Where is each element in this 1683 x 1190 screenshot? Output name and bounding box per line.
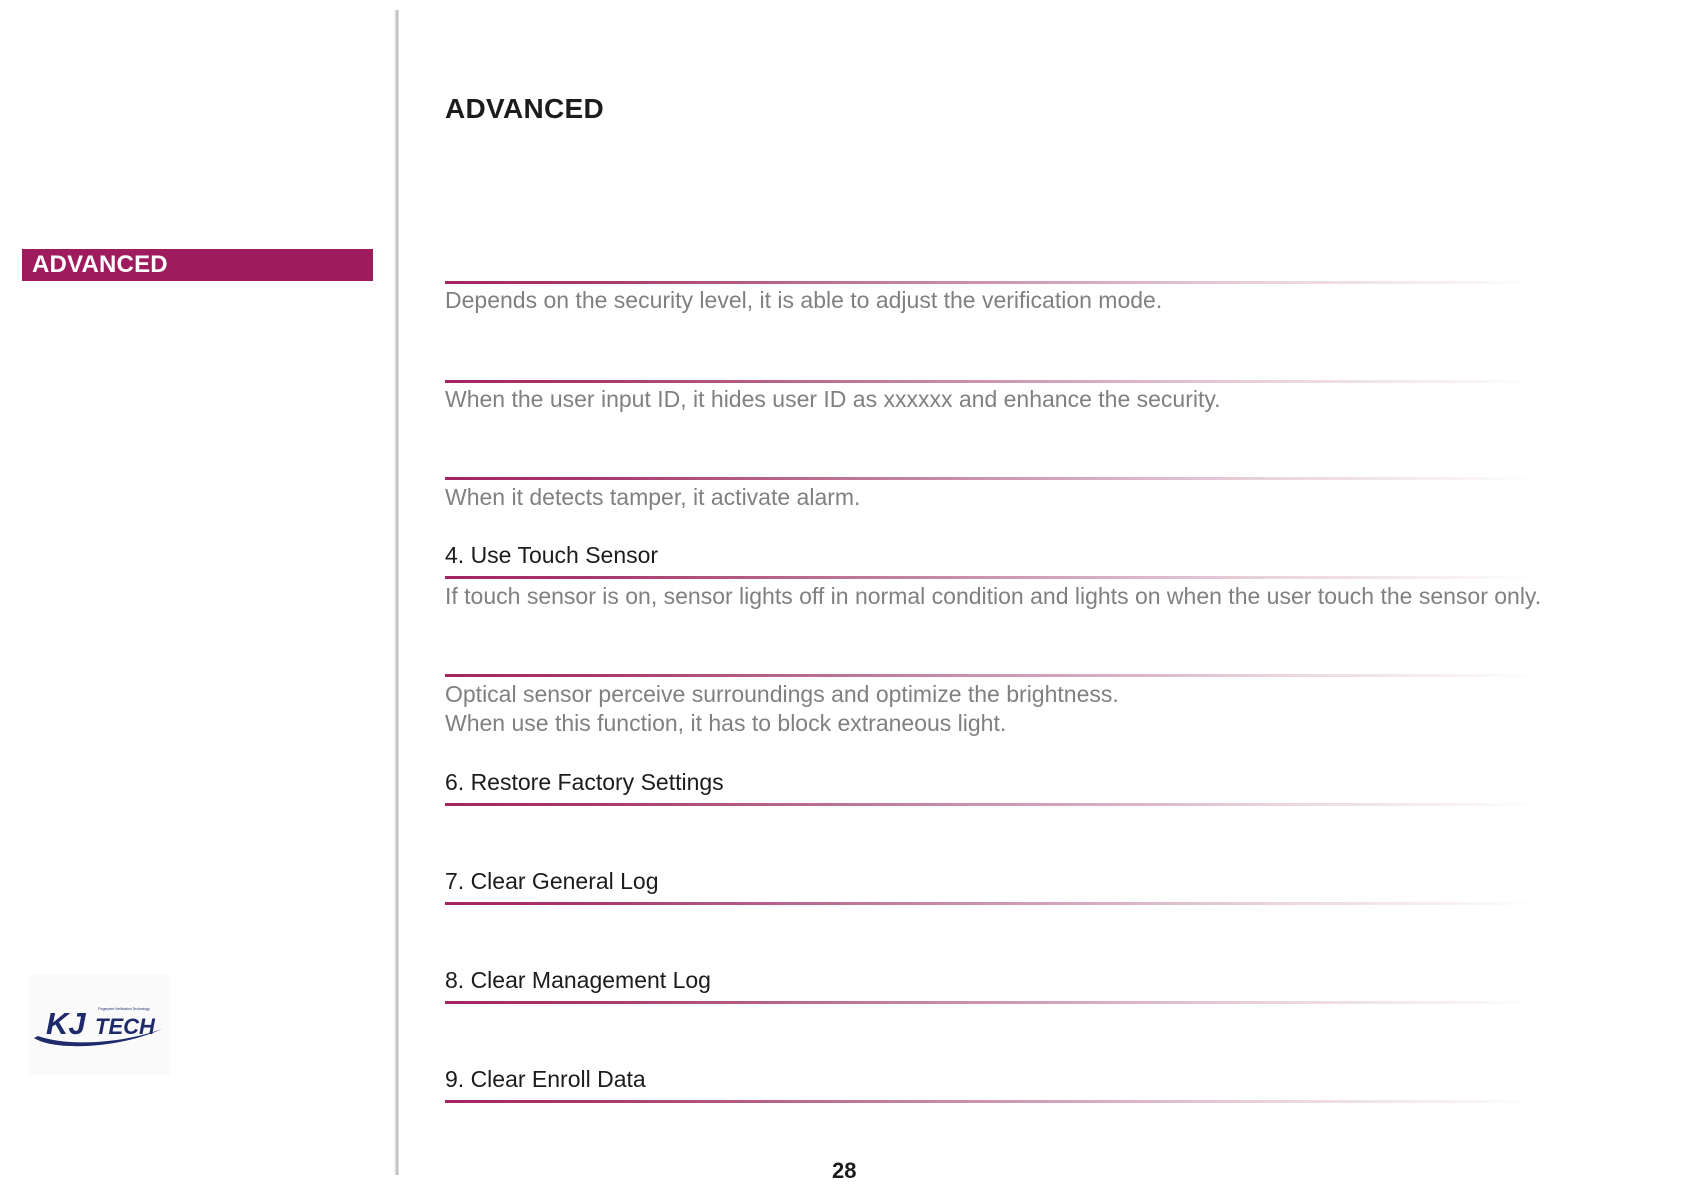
kjtech-logo <box>28 975 170 1075</box>
section-description: When use this function, it has to block extraneous light. <box>445 710 1007 736</box>
side-section-tab: ADVANCED <box>22 249 373 281</box>
section-rule <box>445 1100 1540 1103</box>
page-title: ADVANCED <box>445 93 604 124</box>
vertical-divider <box>394 10 399 1175</box>
section-rule <box>445 1001 1540 1004</box>
section-heading: 4. Use Touch Sensor <box>445 542 659 568</box>
section-rule <box>445 902 1540 905</box>
section-description: When it detects tamper, it activate alarm. <box>445 484 861 510</box>
section-rule <box>445 576 1540 579</box>
section-description: Depends on the security level, it is able to adjust the verification mode. <box>445 287 1163 313</box>
section-rule <box>445 803 1540 806</box>
page-number: 28 <box>832 1158 857 1183</box>
logo-kj-text: KJ <box>46 1006 86 1041</box>
section-rule <box>445 380 1540 383</box>
logo-tagline: Fingerprint Verification Technology <box>98 1007 150 1011</box>
kjtech-logo-mark <box>28 975 170 1075</box>
section-description: Optical sensor perceive surroundings and optimize the brightness. <box>445 681 1119 707</box>
section-heading: 6. Restore Factory Settings <box>445 769 724 795</box>
section-heading: 8. Clear Management Log <box>445 967 711 993</box>
section-rule <box>445 477 1540 480</box>
section-rule <box>445 281 1540 284</box>
logo-tech-text: TECH <box>95 1014 155 1039</box>
section-rule <box>445 674 1540 677</box>
section-description: When the user input ID, it hides user ID as xxxxxx and enhance the security. <box>445 386 1221 412</box>
section-heading: 9. Clear Enroll Data <box>445 1066 646 1092</box>
section-heading: 7. Clear General Log <box>445 868 659 894</box>
section-description: If touch sensor is on, sensor lights off in normal condition and lights on when the user touch the sensor only. <box>445 583 1542 609</box>
